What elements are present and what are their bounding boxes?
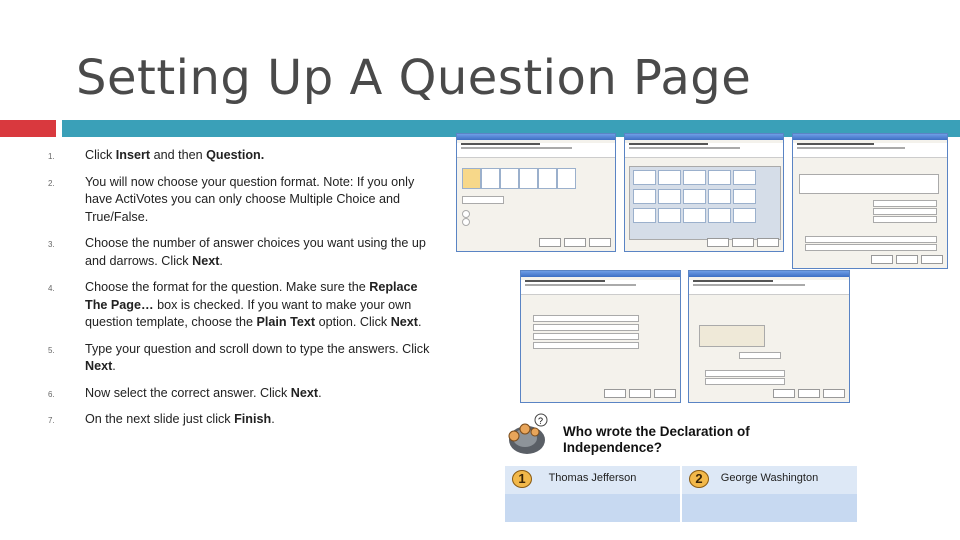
answer-text: Thomas Jefferson <box>548 472 637 484</box>
accent-bar-red <box>0 120 56 137</box>
step-bold-text: Replace The Page… <box>85 280 418 312</box>
step-item <box>48 279 442 332</box>
step-bold-text: Next <box>290 385 319 400</box>
step-bold-text: Question. <box>206 148 265 162</box>
step-text: box is checked. If you want to make your own question template, choose the <box>85 297 412 329</box>
step-text: and then <box>150 148 207 162</box>
step-number: 7. <box>48 416 55 425</box>
step-number: 4. <box>48 284 55 293</box>
step-text: option. Click <box>315 315 391 329</box>
step-item <box>48 341 442 376</box>
wizard-screenshot-assign-correct <box>520 270 681 403</box>
answer-option <box>682 466 857 522</box>
slide-title: Setting Up A Question Page <box>76 50 752 106</box>
step-text: . <box>271 412 275 426</box>
step-number: 2. <box>48 178 55 188</box>
svg-text:?: ? <box>538 416 544 426</box>
step-item <box>48 411 442 429</box>
wizard-screenshot-follow-on <box>688 270 850 403</box>
step-text: . <box>318 385 322 400</box>
step-item <box>48 385 442 403</box>
answer-table <box>505 466 857 522</box>
wizard-screenshot-question-type <box>456 133 616 252</box>
step-number: 1. <box>48 152 55 161</box>
step-text: On the next slide just click <box>85 412 235 426</box>
steps-list <box>48 147 442 438</box>
step-text: Choose the format for the question. Make sure the <box>85 280 370 294</box>
step-bold-text: Plain Text <box>256 315 316 329</box>
step-text: Now select the correct answer. Click <box>85 385 291 400</box>
step-text: . <box>219 253 223 268</box>
question-preview <box>505 410 857 522</box>
answer-text: George Washington <box>720 472 819 484</box>
step-bold-text: Next <box>390 315 418 329</box>
step-bold-text: Next <box>85 359 113 373</box>
question-text: Who wrote the Declaration of Independence? <box>563 424 750 455</box>
step-bold-text: Next <box>192 253 220 268</box>
wizard-screenshot-choose-design <box>624 133 784 252</box>
step-text: You will now choose your question format. Note: If you only have ActiVotes you can only choose Multiple Choice and True/False. <box>85 174 415 224</box>
step-bold-text: Finish <box>234 412 272 426</box>
step-item <box>48 174 442 227</box>
step-number: 3. <box>48 240 55 249</box>
answer-number-badge: 2 <box>689 470 709 488</box>
step-bold-text: Insert <box>115 148 151 162</box>
activote-icon <box>505 410 555 458</box>
step-number: 5. <box>48 345 55 355</box>
answer-option <box>505 466 680 522</box>
wizard-screenshot-question-properties <box>792 133 948 269</box>
step-text: . <box>112 359 116 373</box>
step-item <box>48 147 442 165</box>
step-item <box>48 235 442 270</box>
step-text: Type your question and scroll down to type the answers. Click <box>85 341 430 356</box>
step-text: Click <box>85 148 116 162</box>
step-text: Choose the number of answer choices you want using the up and darrows. Click <box>85 236 426 268</box>
answer-number-badge: 1 <box>512 470 532 488</box>
step-number: 6. <box>48 389 55 399</box>
step-text: . <box>417 315 422 329</box>
